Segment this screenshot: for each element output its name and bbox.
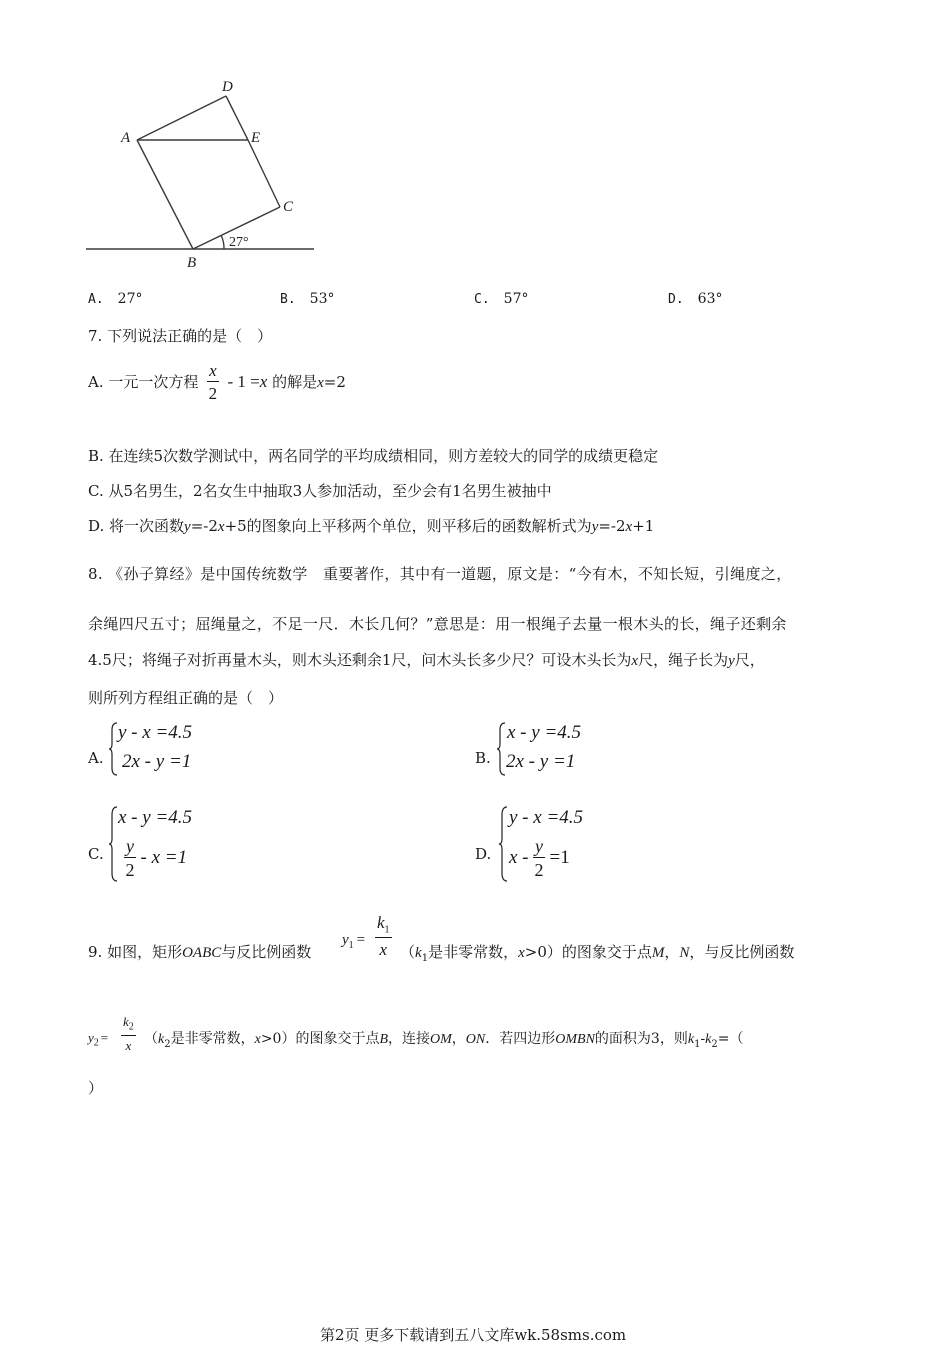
var-x: x [254, 1032, 261, 1047]
text: >0）的图象交于点 [260, 1031, 380, 1047]
option-label: B. [475, 749, 491, 767]
text [88, 942, 311, 963]
segment-de [226, 96, 248, 140]
fraction-denominator: 2 [534, 860, 544, 880]
fraction-denominator: x [125, 1037, 132, 1053]
fraction-numerator: x [209, 361, 217, 380]
q6-option-d[interactable] [668, 291, 722, 307]
q6-option-c[interactable] [474, 291, 528, 307]
brace-icon [108, 722, 118, 776]
text: +1 [632, 517, 655, 535]
text: （ [144, 1031, 158, 1047]
text: D. 将一次函数 [88, 517, 185, 535]
text: 9. 如图，矩形 [88, 943, 183, 961]
text: （ [400, 943, 416, 961]
text: +5的图象向上平移两个单位，则平移后的函数解析式为 [224, 517, 592, 535]
q8-option-c[interactable] [88, 804, 388, 884]
var-y: y [591, 519, 599, 535]
q8-option-a[interactable] [88, 718, 388, 780]
option-label: C. [474, 292, 490, 307]
var-x: x [518, 945, 525, 961]
q8-line-4: 则所列方程组正确的是（ ） [88, 689, 284, 707]
q7-option-c[interactable]: C. 从5名男生，2名女生中抽取3人参加活动，至少会有1名男生被抽中 [88, 482, 552, 500]
text: 与反比例函数 [221, 943, 312, 961]
fraction [124, 837, 136, 879]
subscript: 1 [384, 924, 390, 936]
text [400, 942, 794, 969]
var-k: k [687, 1032, 695, 1047]
segment-ab [137, 140, 193, 249]
text: 的解是 [272, 372, 318, 391]
fraction-denominator: 2 [125, 860, 135, 880]
q6-option-a[interactable] [88, 291, 142, 307]
equation-1: y - x =4.5 [118, 722, 193, 743]
var-x: x [625, 519, 633, 535]
equation-1: x - y =4.5 [507, 722, 582, 743]
label-e: E [251, 130, 261, 146]
fraction-numerator: y [535, 836, 544, 856]
text: =（ [717, 1031, 744, 1047]
text: 的面积为3，则 [594, 1031, 688, 1047]
equation-rest: =1 [549, 847, 570, 868]
segment-ad [137, 96, 226, 140]
equals: = [356, 932, 366, 948]
text: 是非零常数， [428, 943, 519, 961]
var-x: x [631, 653, 639, 669]
equation-2: 2x - y =1 [122, 751, 192, 772]
q9-fraction-2 [121, 1015, 136, 1052]
fraction-numerator [375, 914, 392, 938]
q9-line-2 [88, 1012, 868, 1056]
text: ， [664, 943, 680, 961]
subscript: 2 [93, 1037, 99, 1049]
q8-line-2: 余绳四尺五寸；屈绳量之，不足一尺．木长几何？”意思是：用一根绳子去量一根木头的长，绳子还剩余 [88, 615, 787, 633]
geometry-figure [80, 70, 330, 275]
segment-ec [248, 140, 280, 207]
q7-a-equation-rest: - 1 = [227, 372, 260, 391]
q7-a-equation-x: x [259, 372, 268, 391]
y1-symbol [342, 930, 365, 956]
var-ombn: OMBN [555, 1032, 595, 1047]
option-text: 27° [117, 291, 143, 307]
fraction-denominator: 2 [208, 384, 218, 403]
text: =-2 [190, 517, 218, 535]
option-label: A. [88, 292, 104, 307]
text: 尺， [734, 651, 765, 669]
label-a: A [121, 130, 131, 146]
option-label: D. [475, 845, 492, 863]
var-x: x [317, 374, 324, 391]
var-m: M [651, 945, 665, 961]
brace-icon [498, 806, 508, 882]
equation-2 [509, 837, 570, 879]
var-b: B [379, 1032, 389, 1047]
subscript: 2 [128, 1021, 134, 1033]
q8-line-3 [88, 650, 765, 671]
var-y: y [88, 1030, 94, 1045]
var-k: k [158, 1032, 165, 1047]
subscript: 2 [711, 1038, 718, 1050]
q9-tail: ） [88, 1079, 104, 1097]
var-on: ON [465, 1032, 486, 1047]
subscript: 2 [164, 1038, 171, 1050]
option-label: A. [88, 749, 104, 767]
angle-label: 27° [229, 235, 249, 250]
equation-1: y - x =4.5 [509, 807, 584, 828]
y2-symbol [88, 1028, 108, 1054]
option-label: D. [668, 292, 684, 307]
subscript: 1 [694, 1038, 701, 1050]
label-b: B [187, 255, 197, 271]
text: >0）的图象交于点 [524, 943, 652, 961]
option-text: 57° [503, 291, 529, 307]
text: =-2 [598, 517, 626, 535]
q7-stem: 7. 下列说法正确的是（ ） [88, 327, 273, 345]
q8-line-1: 8. 《孙子算经》是中国传统数学 重要著作，其中有一道题，原文是：“今有木，不知长短，引绳度之， [88, 565, 792, 583]
fraction-numerator [121, 1015, 136, 1036]
q8-option-d[interactable] [475, 804, 775, 884]
fraction [533, 837, 545, 879]
var-y: y [184, 519, 191, 535]
fraction-numerator: y [126, 836, 134, 856]
angle-arc [221, 235, 224, 249]
q7-a-prefix: A. 一元一次方程 [88, 373, 199, 391]
var-k: k [415, 945, 422, 961]
label-c: C [283, 199, 294, 215]
fraction-denominator: x [379, 940, 388, 960]
var-y: y [728, 653, 735, 669]
var-x: x [217, 519, 225, 535]
q7-a-fraction [207, 362, 219, 402]
text: 是非零常数， [170, 1031, 255, 1047]
text: - [700, 1031, 706, 1047]
var-om: OM [430, 1032, 452, 1047]
var: OABC [182, 945, 222, 961]
text: =2 [323, 372, 346, 391]
text: ， [451, 1031, 466, 1047]
q7-a-suffix [272, 373, 346, 391]
page-footer: 第2页 更多下载请到五八文库wk.58sms.com [320, 1326, 627, 1344]
q6-option-b[interactable] [280, 291, 334, 307]
var-k: k [377, 913, 385, 932]
text: 4.5尺；将绳子对折再量木头，则木头还剩余1尺，问木头长多少尺？可设木头长为 [88, 651, 632, 669]
option-text: 53° [309, 291, 335, 307]
text: ．若四边形 [485, 1031, 556, 1047]
label-d: D [222, 79, 233, 95]
equals: = [100, 1030, 109, 1045]
option-label: B. [280, 292, 296, 307]
q7-option-d[interactable] [88, 516, 654, 537]
q9-fraction-1 [375, 914, 392, 958]
var-k: k [123, 1014, 129, 1029]
subscript: 1 [348, 940, 354, 951]
equation-pre: x - [509, 847, 529, 868]
q7-option-a[interactable] [88, 362, 346, 402]
brace-icon [496, 722, 506, 776]
var-k: k [705, 1032, 712, 1047]
text: ，与反比例函数 [689, 943, 795, 961]
equation-1: x - y =4.5 [118, 807, 193, 828]
var-n: N [679, 945, 690, 961]
option-label: C. [88, 845, 104, 863]
q8-option-b[interactable] [475, 718, 775, 780]
equation-2 [124, 837, 187, 879]
text: ，连接 [388, 1031, 431, 1047]
option-text: 63° [697, 291, 723, 307]
text: 尺，绳子长为 [638, 651, 729, 669]
brace-icon [108, 806, 118, 882]
text [144, 1029, 744, 1055]
equation-2: 2x - y =1 [506, 751, 576, 772]
var-y: y [342, 932, 349, 948]
q7-option-b[interactable]: B. 在连续5次数学测试中，两名同学的平均成绩相同，则方差较大的同学的成绩更稳定 [88, 447, 659, 465]
subscript: 1 [421, 953, 429, 964]
equation-rest: - x =1 [140, 847, 188, 868]
